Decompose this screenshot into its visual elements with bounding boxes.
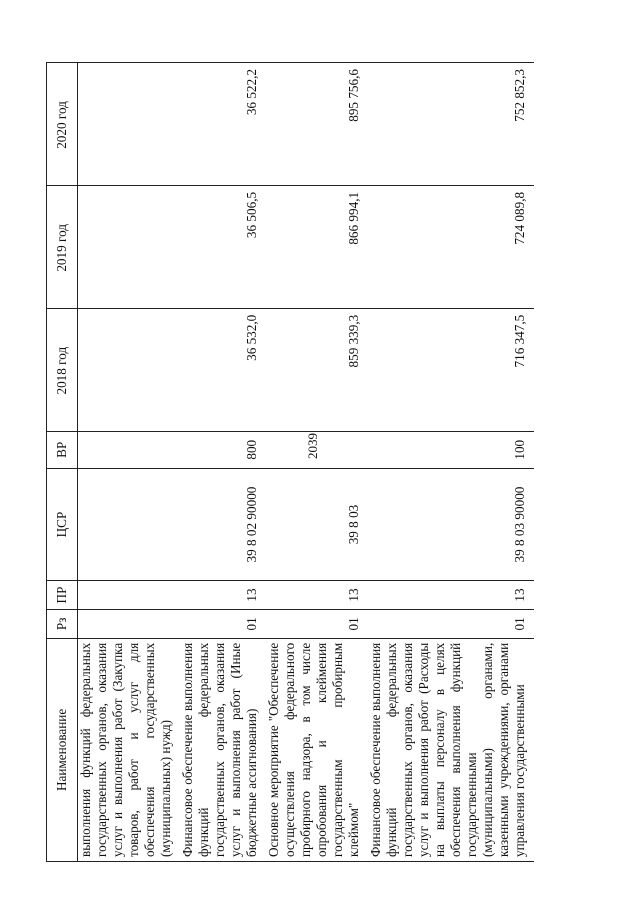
row-2018: 716 347,5 xyxy=(368,308,534,431)
row-csr xyxy=(78,468,181,580)
row-2019: 724 089,8 xyxy=(368,185,534,308)
row-pr: 13 xyxy=(266,581,368,610)
row-csr: 39 8 02 90000 xyxy=(180,468,266,580)
row-name: Финансовое обеспечение выполнения функций федеральных государственных органов, оказания услуг и выполнения работ (Расходы на выплаты персоналу в целях обеспечения выполнения функций государственными (муниципальными) органами, казенными учреждениями, органами управления государственными xyxy=(368,638,534,861)
header-2020: 2020 год xyxy=(47,63,78,186)
header-2019: 2019 год xyxy=(47,185,78,308)
row-2020 xyxy=(78,63,181,186)
header-csr: ЦСР xyxy=(47,468,78,580)
row-pr xyxy=(78,581,181,610)
row-vr: 100 xyxy=(368,431,534,468)
row-2020: 752 852,3 xyxy=(368,63,534,186)
row-rz xyxy=(78,609,181,638)
table-row xyxy=(180,63,266,862)
budget-table xyxy=(46,62,534,862)
row-2019: 866 994,1 xyxy=(266,185,368,308)
row-pr: 13 xyxy=(180,581,266,610)
row-2018: 36 532,0 xyxy=(180,308,266,431)
row-2020: 895 756,6 xyxy=(266,63,368,186)
row-name: Финансовое обеспечение выполнения функций федеральных государственных органов, оказания услуг и выполнения работ (Иные бюджетные ассигнования) xyxy=(180,638,266,861)
row-2018: 859 339,3 xyxy=(266,308,368,431)
row-vr xyxy=(78,431,181,468)
table-row xyxy=(266,63,368,862)
row-rz: 01 xyxy=(368,609,534,638)
header-rz: Рз xyxy=(47,609,78,638)
header-vr: ВР xyxy=(47,431,78,468)
row-2018 xyxy=(78,308,181,431)
row-vr xyxy=(266,431,368,468)
page-number: 2039 xyxy=(305,433,320,459)
row-pr: 13 xyxy=(368,581,534,610)
row-name: выполнения функций федеральных государственных органов, оказания услуг и выполнения работ (Закупка товаров, работ и услуг для обеспечения государственных (муниципальных) нужд) xyxy=(78,638,181,861)
row-rz: 01 xyxy=(180,609,266,638)
table-row xyxy=(78,63,181,862)
row-2020: 36 522,2 xyxy=(180,63,266,186)
header-2018: 2018 год xyxy=(47,308,78,431)
row-name: Основное мероприятие "Обеспечение осуществления федерального пробирного надзора, в том числе опробования и клеймения государственным пробирным клеймом" xyxy=(266,638,368,861)
header-pr: ПР xyxy=(47,581,78,610)
header-name: Наименование xyxy=(47,638,78,861)
row-csr: 39 8 03 xyxy=(266,468,368,580)
row-2019: 36 506,5 xyxy=(180,185,266,308)
header-row xyxy=(47,63,78,862)
row-rz: 01 xyxy=(266,609,368,638)
row-2019 xyxy=(78,185,181,308)
table-row xyxy=(368,63,534,862)
rotated-page xyxy=(46,62,606,862)
row-csr: 39 8 03 90000 xyxy=(368,468,534,580)
row-vr: 800 xyxy=(180,431,266,468)
